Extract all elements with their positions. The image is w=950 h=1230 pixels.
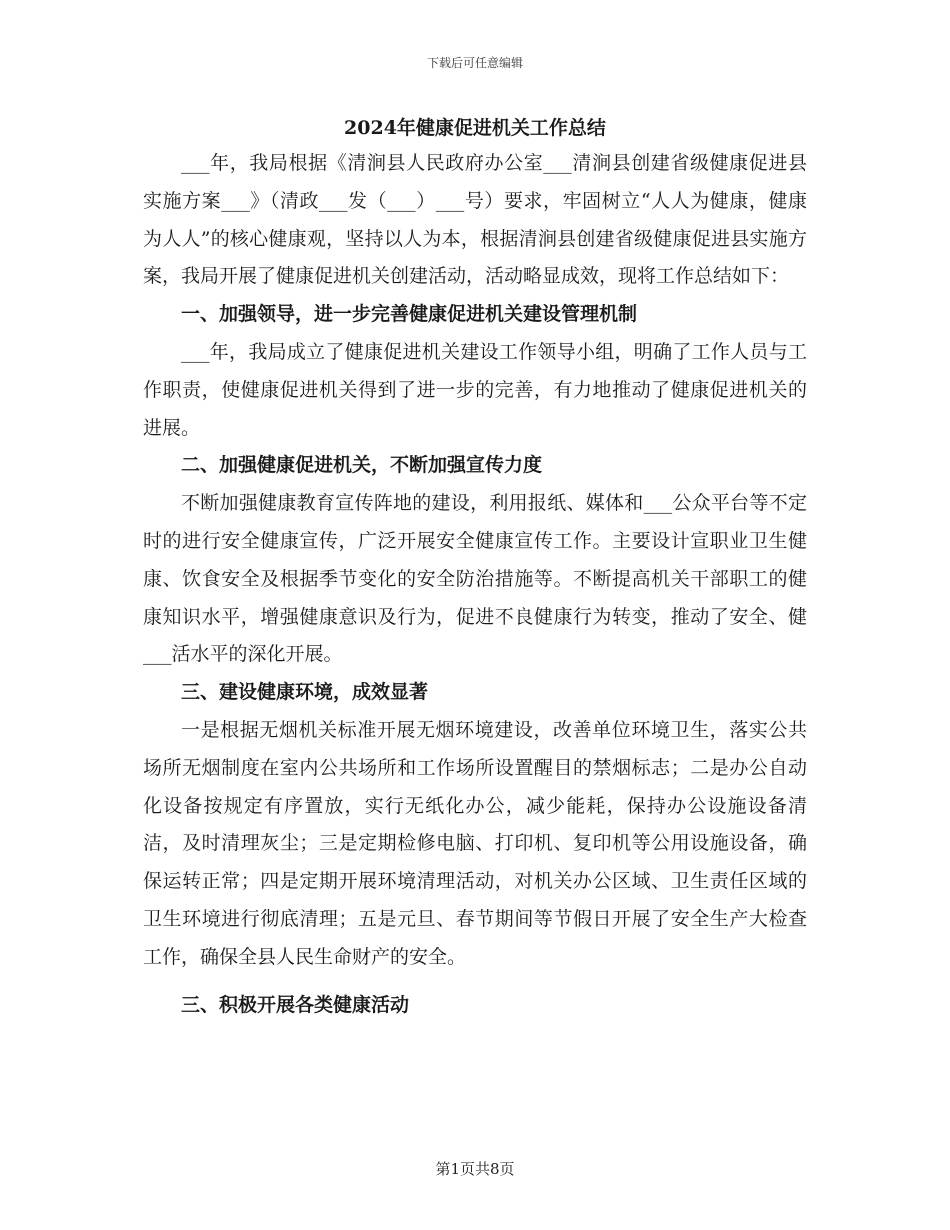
intro-paragraph: ___年，我局根据《清涧县人民政府办公室___清涧县创建省级健康促进县实施方案___》（清政___发（___）___号）要求，牢固树立“人人为健康，健康为人人”的核心健康观，坚持以人为本，根据清涧县创建省级健康促进县实施方案，我局开展了健康促进机关创建活动，活动略显成效，现将工作总结如下： (143, 152, 807, 288)
section-2-paragraph: 不断加强健康教育宣传阵地的建设，利用报纸、媒体和___公众平台等不定时的进行安全健康宣传，广泛开展安全健康宣传工作。主要设计宣职业卫生健康、饮食安全及根据季节变化的安全防治措施等。不断提高机关干部职工的健康知识水平，增强健康意识及行为，促进不良健康行为转变，推动了安全、健___活水平的深化开展。 (143, 492, 807, 666)
document-title: 2024年健康促进机关工作总结 (344, 117, 606, 139)
section-heading-1: 一、加强领导，进一步完善健康促进机关建设管理机制 (181, 303, 638, 326)
section-1-paragraph: ___年，我局成立了健康促进机关建设工作领导小组，明确了工作人员与工作职责，使健康促进机关得到了进一步的完善，有力地推动了健康促进机关的进展。 (143, 340, 807, 439)
section-3-paragraph: 一是根据无烟机关标准开展无烟环境建设，改善单位环境卫生，落实公共场所无烟制度在室内公共场所和工作场所设置醒目的禁烟标志；二是办公自动化设备按规定有序置放，实行无纸化办公，减少能耗，保持办公设施设备清洁，及时清理灰尘；三是定期检修电脑、打印机、复印机等公用设施设备，确保运转正常；四是定期开展环境清理活动，对机关办公区域、卫生责任区域的卫生环境进行彻底清理；五是元旦、春节期间等节假日开展了安全生产大检查工作，确保全县人民生命财产的安全。 (143, 718, 807, 968)
page-number: 第1页共8页 (435, 1160, 515, 1178)
header-note: 下载后可任意编辑 (426, 56, 523, 70)
document-body (143, 145, 807, 1024)
section-heading-3: 三、建设健康环境，成效显著 (181, 681, 429, 704)
section-heading-4: 三、积极开展各类健康活动 (181, 993, 410, 1016)
section-heading-2: 二、加强健康促进机关，不断加强宣传力度 (181, 454, 543, 477)
